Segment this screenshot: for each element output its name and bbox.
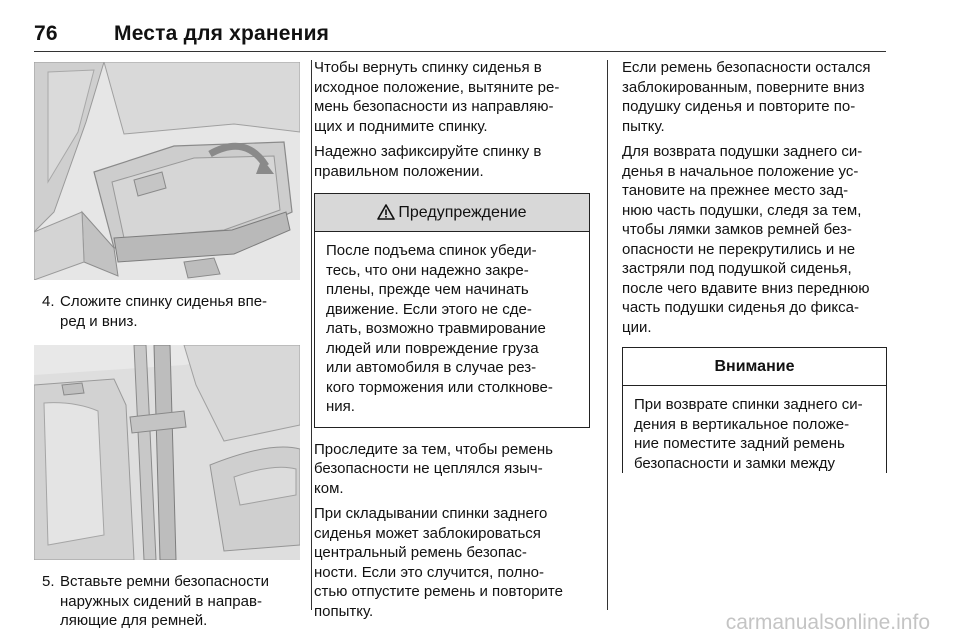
text-line: тесь, что они надежно закре- xyxy=(326,261,529,279)
folded-seat-illustration xyxy=(34,62,300,280)
text-line: движение. Если этого не сде- xyxy=(326,300,532,318)
column-divider-2 xyxy=(607,60,608,610)
header-rule xyxy=(34,51,886,52)
warning-box xyxy=(314,193,590,428)
page-header xyxy=(34,20,886,54)
text-line: после чего вдавите вниз переднюю xyxy=(622,279,870,297)
step-5-line: Вставьте ремни безопасности xyxy=(60,573,270,590)
text-line: дения в вертикальное положе- xyxy=(634,415,850,433)
text-line: исходное положение, вытяните ре- xyxy=(314,78,560,96)
text-line: часть подушки сиденья до фикса- xyxy=(622,299,859,316)
text-line: После подъема спинок убеди- xyxy=(326,242,537,259)
text-line: кого торможения или столкнове- xyxy=(326,378,553,396)
paragraph-restore-backrest xyxy=(314,58,590,136)
text-line: плены, прежде чем начинать xyxy=(326,281,529,298)
text-line: денья в начальное положение ус- xyxy=(622,162,859,180)
warning-body xyxy=(315,232,589,427)
paragraph-return-cushion xyxy=(622,142,887,337)
step-5 xyxy=(34,572,300,631)
text-line: мень безопасности из направляю- xyxy=(314,98,554,115)
page-number: 76 xyxy=(34,22,58,45)
step-4-number: 4. xyxy=(42,293,55,310)
paragraph-belt-tongue xyxy=(314,440,590,499)
seatbelt-guide-illustration xyxy=(34,345,300,560)
step-5-number: 5. xyxy=(42,573,55,590)
folded-seat-drawing xyxy=(34,62,300,280)
text-line: Чтобы вернуть спинку сиденья в xyxy=(314,59,542,76)
text-line: подушку сиденья и повторите по- xyxy=(622,98,856,115)
caution-body xyxy=(623,386,886,473)
text-line: чтобы лямки замков ремней без- xyxy=(622,221,852,238)
text-line: пытку. xyxy=(622,117,665,135)
caution-box xyxy=(622,347,887,473)
text-line: ком. xyxy=(314,479,344,497)
text-line: ции. xyxy=(622,318,652,336)
warning-title: Предупреждение xyxy=(398,204,527,221)
step-4-line: ред и вниз. xyxy=(60,312,138,330)
text-line: щих и поднимите спинку. xyxy=(314,117,488,135)
warning-header xyxy=(315,194,589,232)
text-line: тановите на прежнее место зад- xyxy=(622,182,849,199)
column-divider-1 xyxy=(311,60,312,610)
text-line: Проследите за тем, чтобы ремень xyxy=(314,440,553,458)
text-line: застряли под подушкой сиденья, xyxy=(622,260,852,277)
seatbelt-guide-drawing xyxy=(34,345,300,560)
paragraph-belt-still-locked xyxy=(622,58,887,136)
text-line: нюю часть подушки, следя за тем, xyxy=(622,201,862,219)
text-line: ние поместите задний ремень xyxy=(634,435,845,452)
step-4-line: Сложите спинку сиденья впе- xyxy=(60,293,268,310)
text-line: Если ремень безопасности остался xyxy=(622,59,871,76)
text-line: ности. Если это случится, полно- xyxy=(314,563,544,581)
step-5-line: ляющие для ремней. xyxy=(60,612,208,629)
text-line: стью отпустите ремень и повторите xyxy=(314,583,563,600)
text-line: лать, возможно травмирование xyxy=(326,320,546,337)
warning-triangle-icon xyxy=(377,204,395,220)
text-line: Надежно зафиксируйте спинку в xyxy=(314,143,542,160)
column-1 xyxy=(34,58,300,631)
paragraph-center-belt-lock xyxy=(314,504,590,621)
text-line: правильном положении. xyxy=(314,162,484,180)
caution-title: Внимание xyxy=(714,358,795,375)
text-line: ния. xyxy=(326,398,355,415)
watermark: carmanualsonline.info xyxy=(725,611,930,634)
text-line: безопасности не цеплялся языч- xyxy=(314,460,543,477)
column-3 xyxy=(622,58,887,473)
step-4 xyxy=(34,292,300,331)
text-line: центральный ремень безопас- xyxy=(314,544,527,561)
page-title: Места для хранения xyxy=(114,22,330,45)
text-line: опасности не перекрутились и не xyxy=(622,240,856,258)
text-line: Для возврата подушки заднего си- xyxy=(622,143,863,160)
text-line: попытку. xyxy=(314,602,374,620)
text-line: людей или повреждение груза xyxy=(326,339,539,357)
step-5-line: наружных сидений в направ- xyxy=(60,592,262,610)
text-line: безопасности и замки между xyxy=(634,454,835,472)
text-line: заблокированным, поверните вниз xyxy=(622,78,865,96)
text-line: При возврате спинки заднего си- xyxy=(634,396,863,413)
text-line: или автомобиля в случае рез- xyxy=(326,359,537,376)
caution-header xyxy=(623,348,886,386)
column-2 xyxy=(314,58,590,621)
paragraph-secure-backrest xyxy=(314,142,590,181)
text-line: сиденья может заблокироваться xyxy=(314,524,541,542)
text-line: При складывании спинки заднего xyxy=(314,505,548,522)
